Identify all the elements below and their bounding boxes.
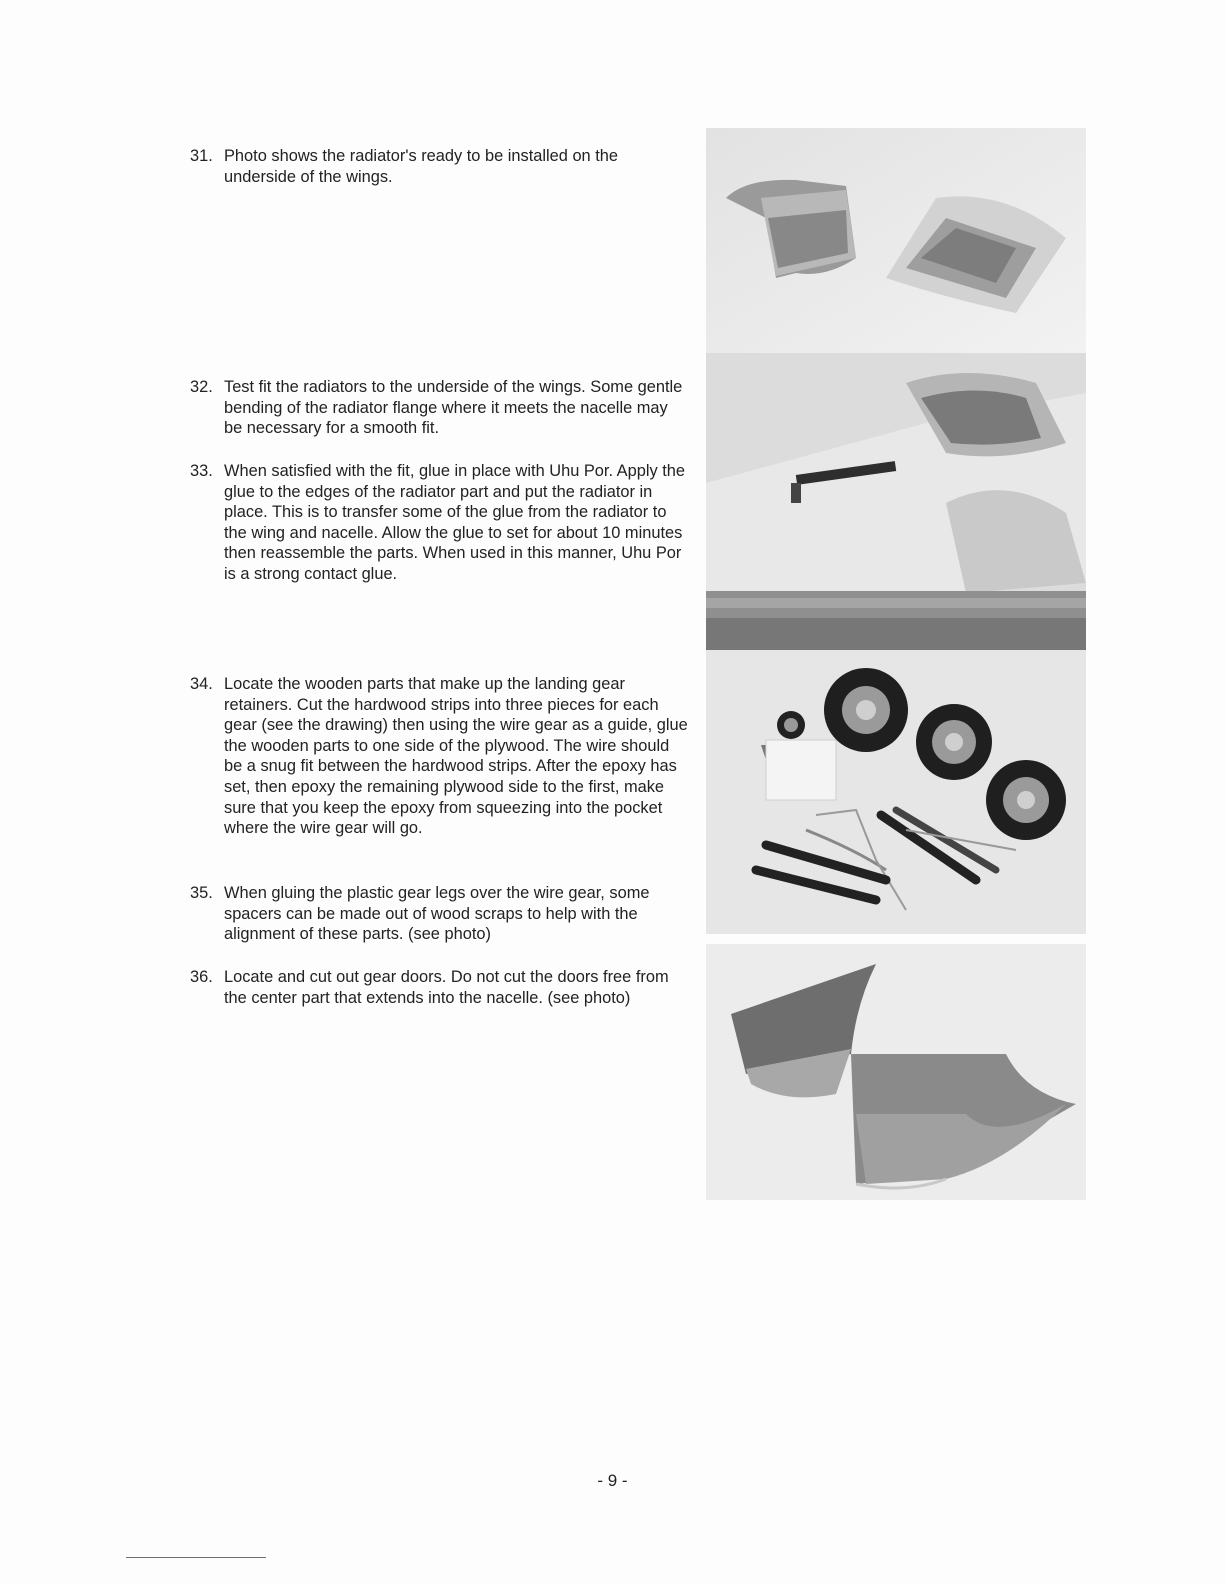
step-31	[190, 146, 690, 187]
step-35	[190, 883, 690, 945]
step-number: 33.	[190, 462, 213, 480]
photo-radiator-parts	[706, 128, 1086, 353]
step-number: 35.	[190, 884, 213, 902]
step-text: Locate the wooden parts that make up the landing gear retainers. Cut the hardwood strips into three pieces for each gear (see the drawing) then using the wire gear as a guide, glue the wooden parts to one side of the plywood. The wire should be a snug fit between the hardwood strips. After the epoxy has set, then epoxy the remaining plywood side to the first, make sure that you keep the epoxy from squeezing into the pocket where the wire gear will go.	[224, 675, 688, 838]
step-text: Test fit the radiators to the underside of the wings. Some gentle bending of the radiator flange where it meets the nacelle may be necessary for a smooth fit.	[224, 378, 683, 438]
step-32	[190, 377, 690, 439]
step-33	[190, 461, 690, 585]
step-number: 36.	[190, 968, 213, 986]
step-number: 34.	[190, 675, 213, 693]
step-number: 31.	[190, 147, 213, 165]
step-36	[190, 967, 690, 1008]
step-text: When gluing the plastic gear legs over the wire gear, some spacers can be made out of wood scraps to help with the alignment of these parts. (see photo)	[224, 884, 650, 944]
step-34	[190, 674, 690, 839]
step-number: 32.	[190, 378, 213, 396]
photo-radiator-installed	[706, 353, 1086, 650]
footer-divider	[126, 1557, 266, 1558]
page-number: - 9 -	[597, 1471, 628, 1490]
step-text: Locate and cut out gear doors. Do not cut the doors free from the center part that extends into the nacelle. (see photo)	[224, 968, 669, 1007]
photo-gear-doors	[706, 944, 1086, 1200]
photo-landing-gear	[706, 650, 1086, 934]
step-text: When satisfied with the fit, glue in place with Uhu Por. Apply the glue to the edges of the radiator part and put the radiator in place. This is to transfer some of the glue from the radiator to the wing and nacelle. Allow the glue to set for about 10 minutes then reassemble the parts. When used in this manner, Uhu Por is a strong contact glue.	[224, 462, 686, 583]
step-text: Photo shows the radiator's ready to be installed on the underside of the wings.	[224, 147, 619, 186]
